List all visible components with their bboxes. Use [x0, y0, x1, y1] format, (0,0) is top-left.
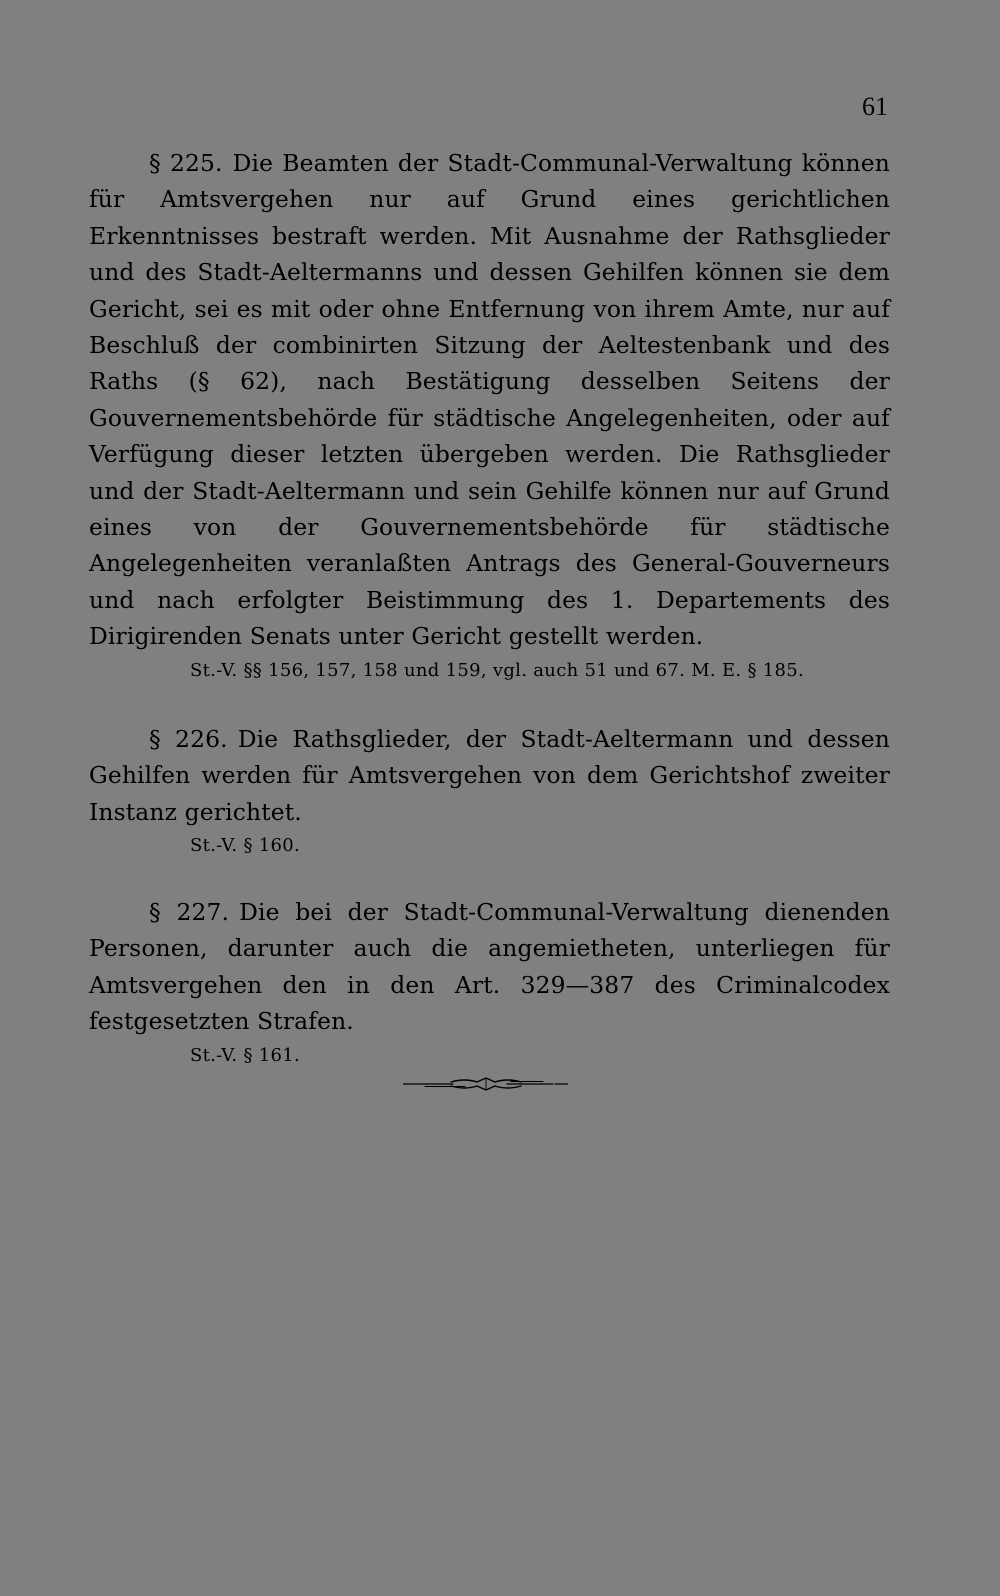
section-226 — [89, 721, 890, 830]
decorative-rule-ornament-icon — [403, 1076, 568, 1092]
section-225-citation: St.-V. §§ 156, 157, 158 und 159, vgl. auch 51 und 67. M. E. § 185. — [190, 659, 805, 681]
section-227-citation: St.-V. § 161. — [190, 1044, 301, 1066]
section-225 — [89, 145, 890, 655]
page-content — [89, 145, 890, 1072]
section-text: Die Rathsglieder, der Stadt-Aeltermann und dessen Gehilfen werden für Amtsvergehen von dem Gerichtshof zweiter Instanz gerichtet. — [89, 724, 890, 826]
section-226-citation: St.-V. § 160. — [190, 834, 301, 856]
section-number: § 227. — [149, 897, 230, 926]
section-227 — [89, 894, 890, 1040]
section-text: Die bei der Stadt-Communal-Verwaltung dienenden Personen, darunter auch die angemietheten, unterliegen für Amtsvergehen den in den Art. 329—387 des Criminalcodex festgesetzten Strafen. — [89, 897, 890, 1036]
section-text: Die Beamten der Stadt-Communal-Verwaltung können für Amtsvergehen nur auf Grund eines gerichtlichen Erkenntnisses bestraft werden. Mit Ausnahme der Rathsglieder und des Stadt-Aeltermanns und dessen Gehilfen können sie dem Gericht, sei es mit oder ohne Entfernung von ihrem Amte, nur auf Beschluß der combinirten Sitzung der Aeltestenbank und des Raths (§ 62), nach Bestätigung desselben Seitens der Gouvernementsbehörde für städtische Angelegenheiten, oder auf Verfügung dieser letzten übergeben werden. Die Rathsglieder und der Stadt-Aeltermann und sein Gehilfe können nur auf Grund eines von der Gouvernementsbehörde für städtische Angelegenheiten veranlaßten Antrags des General-Gouverneurs und nach erfolgter Beistimmung des 1. Departements des Dirigirenden Senats unter Gericht gestellt werden. — [89, 149, 890, 651]
section-number: § 225. — [149, 149, 223, 177]
section-number: § 226. — [149, 724, 228, 753]
page-number: 61 — [862, 92, 888, 121]
